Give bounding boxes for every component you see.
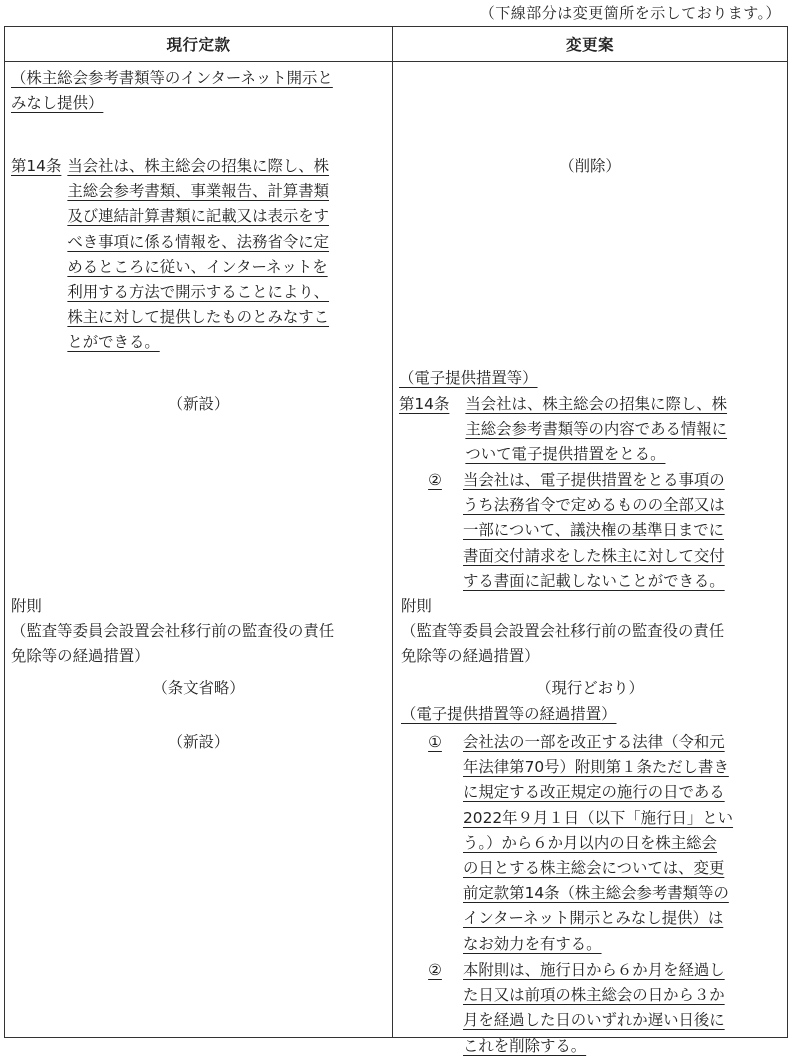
underline-note: （下線部分は変更箇所を示しております。） [479, 4, 781, 22]
proposed-article14-para2 [407, 468, 781, 594]
article-line: う。）から６か月以内の日を株主総会 [463, 833, 717, 852]
current-heading-line-2: みなし提供） [11, 94, 104, 113]
article-line: なお効力を有する。 [463, 934, 602, 953]
article-line: 及び連結計算書類に記載又は表示をす [67, 207, 330, 226]
current-supplementary-title: 附則 [11, 597, 42, 615]
article-line: 前定款第14条（株主総会参考書類等の [463, 884, 729, 903]
proposed-transition-item1-body [463, 730, 781, 957]
supp-heading-line-2: 免除等の経過措置） [11, 647, 150, 666]
proposed-transition-heading: （電子提供措置等の経過措置） [401, 705, 617, 723]
paragraph-number: ② [428, 961, 442, 979]
article-line: 一部について、議決権の基準日までに [463, 521, 725, 540]
header-row [5, 27, 788, 62]
supp-heading-line-2: 免除等の経過措置） [401, 647, 540, 666]
article-line: 当会社は、株主総会の招集に際し、株 [465, 395, 728, 413]
proposed-supplementary-heading [401, 619, 781, 669]
proposed-article14-label: 第14条 [399, 395, 450, 413]
current-article14 [11, 154, 386, 356]
article-line: 本附則は、施行日から６か月を経過し [463, 961, 725, 979]
current-new-placeholder-2: （新設） [167, 733, 230, 751]
header-proposed: 変更案 [393, 27, 788, 62]
article-line: 年法律第70号）附則第１条ただし書き [463, 758, 729, 777]
proposed-transition-item1 [407, 730, 781, 957]
article-line: ついて電子提供措置をとる。 [465, 445, 666, 464]
proposed-transition-item2 [407, 958, 781, 1059]
proposed-deleted: （削除） [559, 157, 621, 175]
current-column [5, 62, 393, 1038]
proposed-article14-heading: （電子提供措置等） [399, 369, 538, 387]
proposed-article14-para2-body [463, 468, 781, 594]
article-line: 当会社は、電子提供措置をとる事項の [463, 471, 725, 489]
supp-heading-line-1: （監査等委員会設置会社移行前の監査役の責任 [11, 622, 335, 640]
current-article14-heading [11, 66, 386, 116]
amendment-comparison-table [4, 26, 788, 1055]
proposed-as-is-text: （現行どおり） [536, 679, 644, 697]
proposed-article14 [399, 392, 781, 468]
article-line: た日又は前項の株主総会の日から３か [463, 986, 725, 1005]
current-article14-body [61, 154, 386, 356]
article-line: うち法務省令で定めるものの全部又は [463, 496, 725, 515]
paragraph-number: ① [428, 733, 442, 751]
article-line: 会社法の一部を改正する法律（令和元 [463, 733, 725, 751]
article-line: する書面に記載しないことができる。 [463, 571, 725, 590]
proposed-transition-item2-body [463, 958, 781, 1059]
article-line: インターネット開示とみなし提供）は [463, 909, 724, 928]
article-line: 利用する方法で開示することにより、 [67, 283, 330, 302]
current-new-placeholder-1: （新設） [167, 395, 230, 413]
body-row [5, 62, 788, 1038]
article-line: べき事項に係る情報を、法務省令に定 [67, 232, 330, 251]
header-current: 現行定款 [5, 27, 393, 62]
article-line: に規定する改正規定の施行の日である [463, 783, 725, 802]
article-line: 主総会参考書類、事業報告、計算書類 [67, 182, 330, 201]
current-omitted-text: （条文省略） [152, 679, 245, 697]
article-line: とができる。 [67, 333, 160, 352]
article-line: の日とする株主総会については、変更 [463, 859, 725, 878]
article-line: 当会社は、株主総会の招集に際し、株 [67, 157, 330, 175]
article-line: 書面交付請求をした株主に対して交付 [463, 546, 725, 565]
paragraph-number: ② [428, 471, 442, 489]
current-heading-line-1: （株主総会参考書類等のインターネット開示と [11, 69, 333, 87]
supp-heading-line-1: （監査等委員会設置会社移行前の監査役の責任 [401, 622, 725, 640]
article-line: これを削除する。 [463, 1036, 587, 1055]
current-article14-label: 第14条 [11, 157, 62, 175]
article-line: 月を経過した日のいずれか遅い日後に [463, 1011, 725, 1030]
article-line: 株主に対して提供したものとみなすこ [67, 308, 330, 327]
article-line: 2022年９月１日（以下「施行日」とい [463, 808, 734, 827]
current-supplementary-heading [11, 619, 386, 669]
article-line: 主総会参考書類等の内容である情報に [465, 420, 728, 439]
article-line: めるところに従い、インターネットを [67, 257, 328, 276]
proposed-supplementary-title: 附則 [401, 597, 432, 615]
proposed-column [393, 62, 788, 1055]
proposed-article14-body [449, 392, 781, 468]
